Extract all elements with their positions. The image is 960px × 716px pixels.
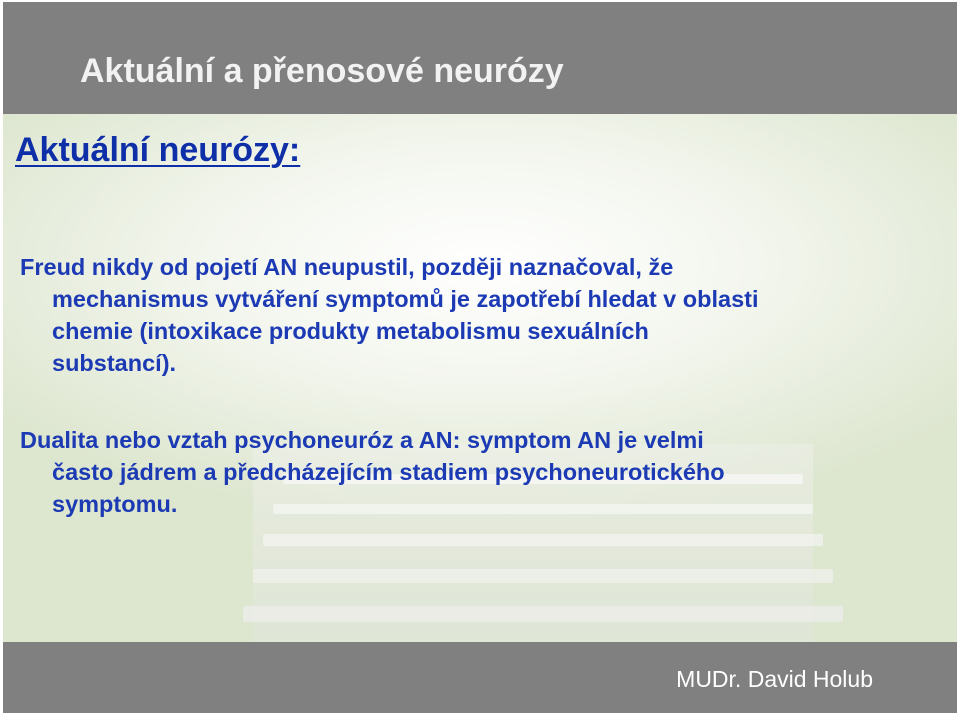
paragraph-line: Freud nikdy od pojetí AN neupustil, později naznačoval, že xyxy=(20,254,674,280)
section-heading: Aktuální neurózy: xyxy=(15,131,301,169)
paper-sheet-decoration xyxy=(263,534,823,546)
paragraph-line: chemie (intoxikace produkty metabolismu sexuálních xyxy=(52,318,649,344)
footer-bar xyxy=(3,642,957,713)
paragraph-2 xyxy=(20,424,950,520)
paper-sheet-decoration xyxy=(243,606,843,622)
title-bar xyxy=(3,2,957,114)
paragraph-line: Dualita nebo vztah psychoneuróz a AN: symptom AN je velmi xyxy=(20,427,704,453)
slide-title: Aktuální a přenosové neurózy xyxy=(80,52,564,90)
paragraph-line: často jádrem a předcházejícím stadiem psychoneurotického xyxy=(52,459,725,485)
paragraph-line: substancí). xyxy=(52,350,177,376)
paragraph-1 xyxy=(20,251,950,379)
paragraph-line: mechanismus vytváření symptomů je zapotřebí hledat v oblasti xyxy=(52,286,759,312)
author-name: MUDr. David Holub xyxy=(676,666,873,692)
paper-sheet-decoration xyxy=(253,569,833,583)
paragraph-line: symptomu. xyxy=(52,491,178,517)
